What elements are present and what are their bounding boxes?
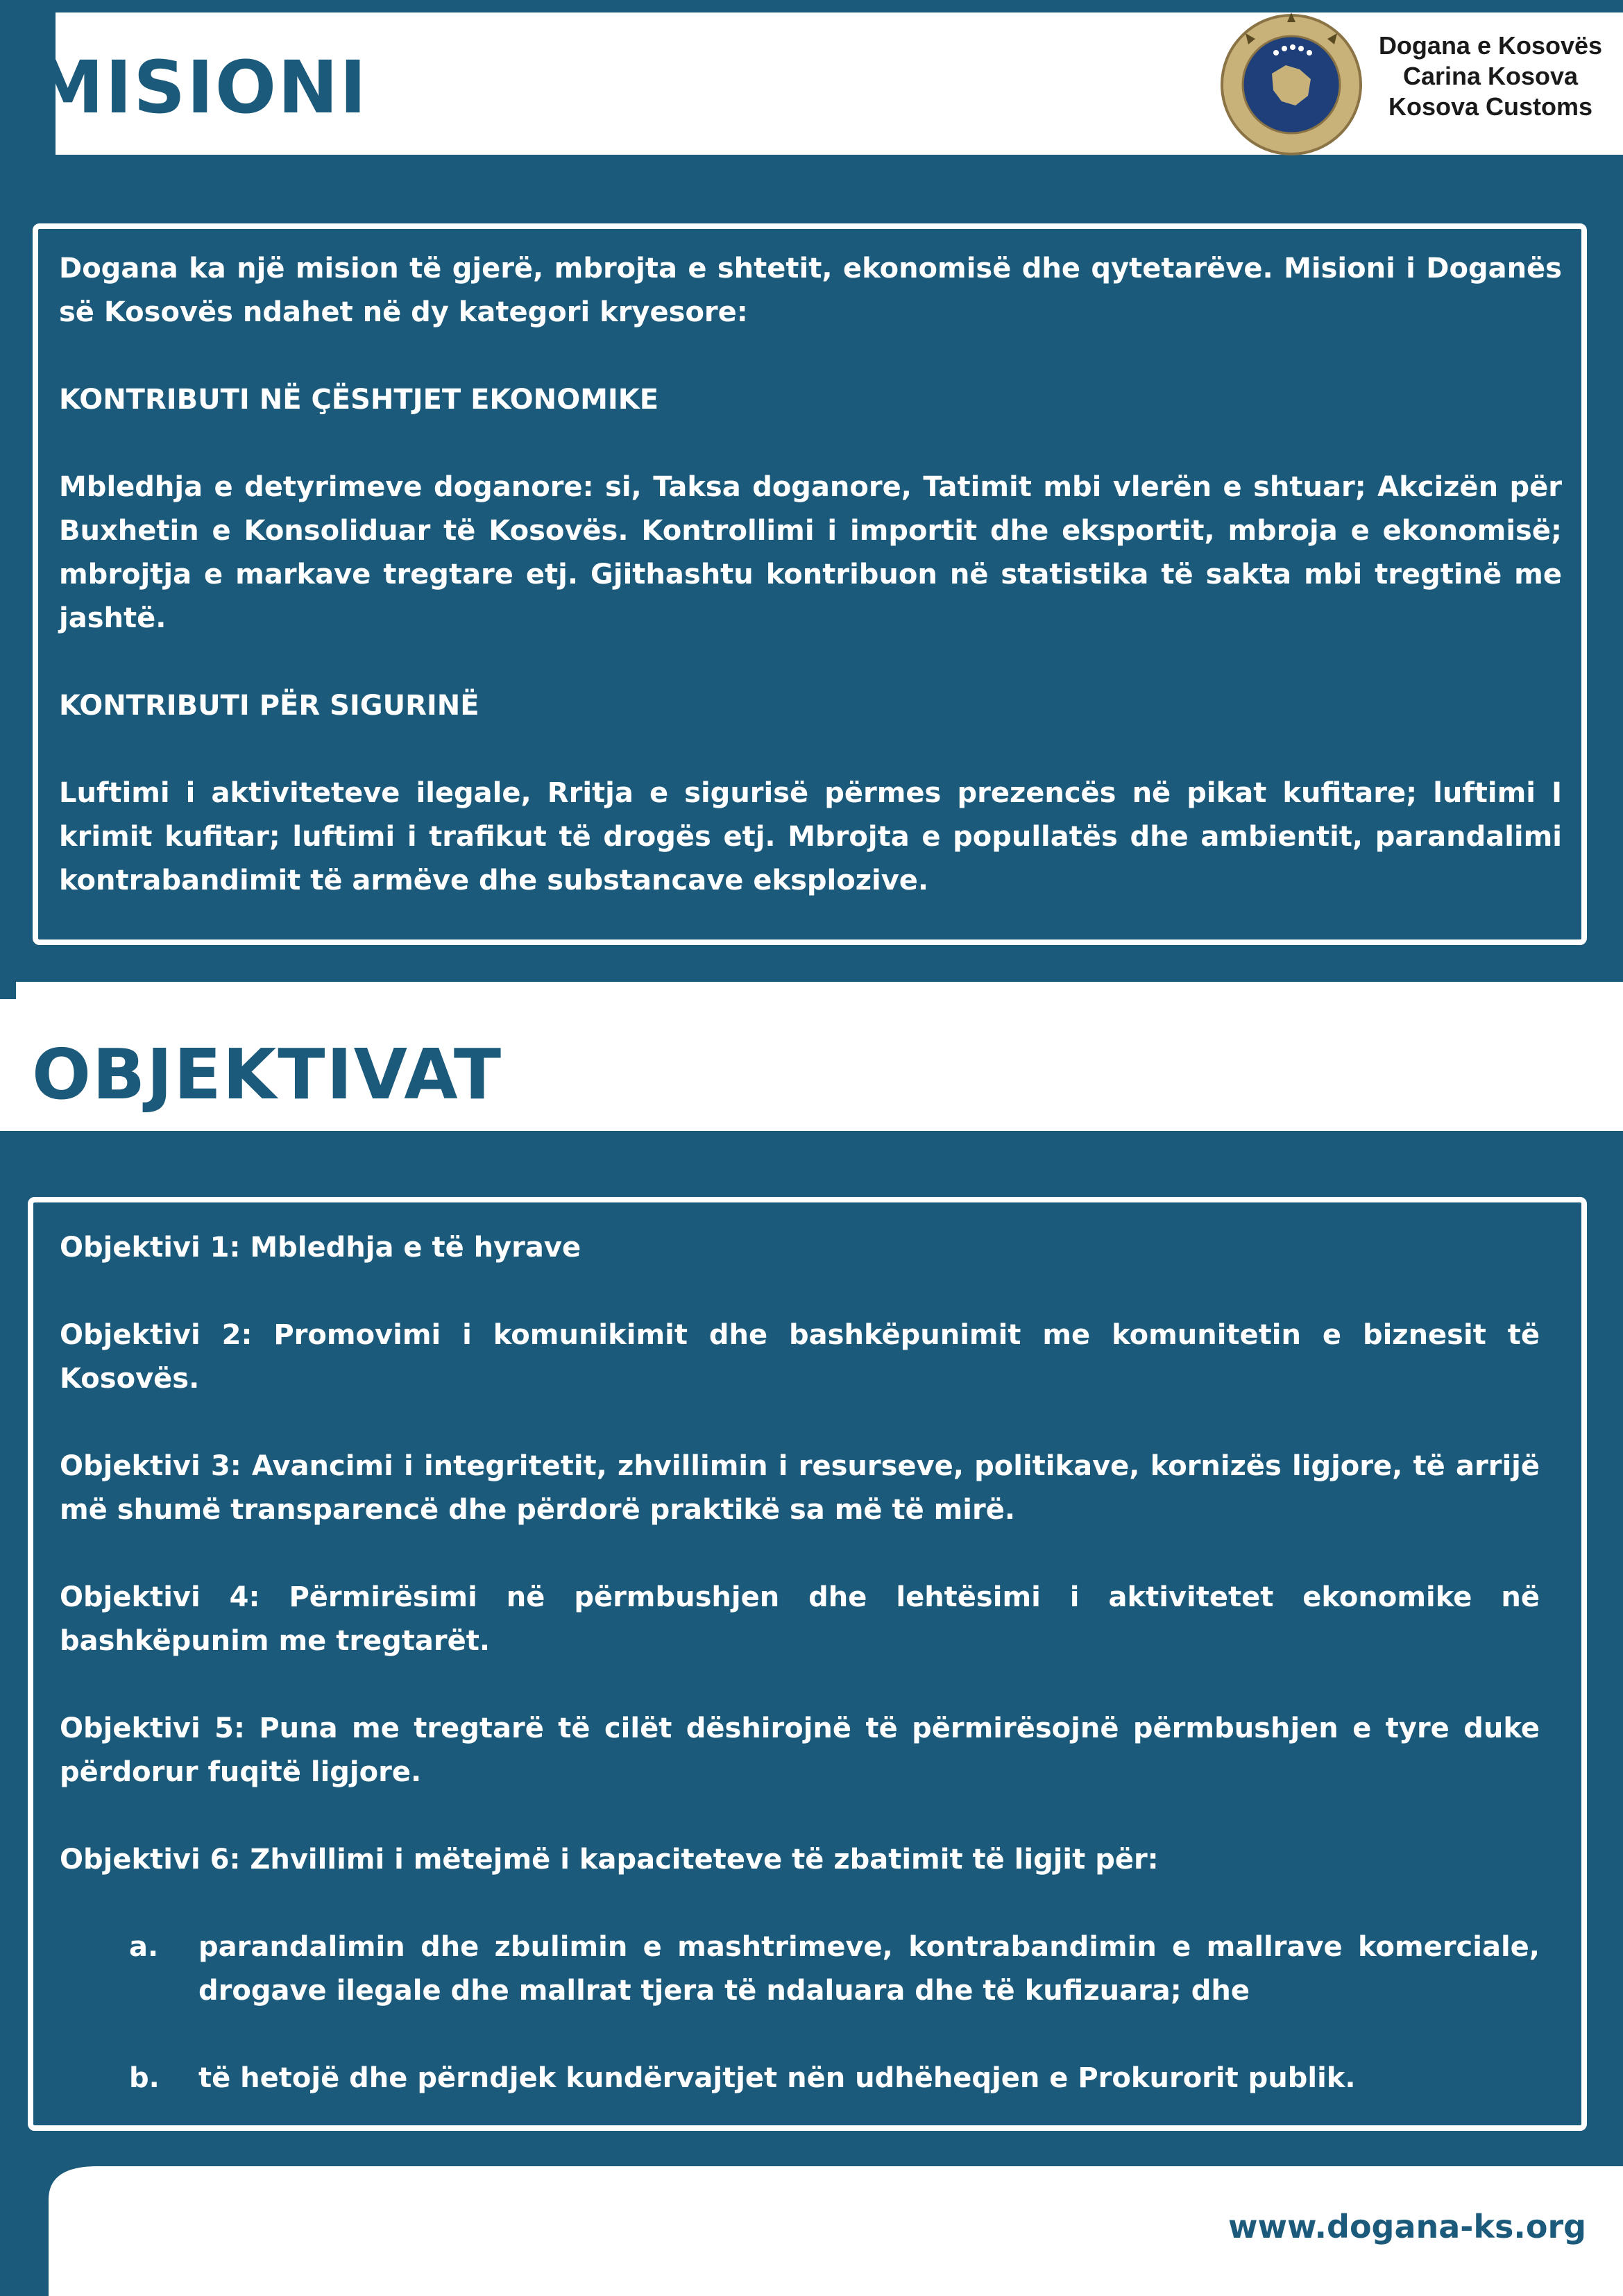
- logo-line-3: Kosova Customs: [1388, 92, 1593, 121]
- mission-intro: Dogana ka një mision të gjerë, mbrojta e shtetit, ekonomisë dhe qytetarëve. Misioni i Doganës së Kosovës ndahet në dy kategori kryesore:: [59, 253, 1562, 328]
- objectives-title: OBJEKTIVAT: [32, 1034, 503, 1115]
- sub-item-text: parandalimin dhe zbulimin e mashtrimeve, kontrabandimin e mallrave komerciale, drogave ilegale dhe mallrat tjera të ndaluara dhe të kufizuara; dhe: [198, 1931, 1540, 2007]
- logo-text-block: [1366, 31, 1615, 122]
- economic-heading: KONTRIBUTI NË ÇËSHTJET EKONOMIKE: [59, 384, 659, 416]
- economic-text: Mbledhja e detyrimeve doganore: si, Taksa doganore, Tatimit mbi vlerën e shtuar; Akcizën për Buxhetin e Konsoliduar të Kosovës. Kontrollimi i importit dhe eksportit, mbroja e ekonomisë; mbrojtja e markave tregtare etj. Gjithashtu kontribuon në statistika të sakta mbi tregtinë me jashtë.: [59, 471, 1562, 634]
- objective-6-sub-a: [60, 1925, 1540, 2013]
- website-link[interactable]: www.dogana-ks.org: [1228, 2208, 1587, 2245]
- sub-item-text: të hetojë dhe përndjek kundërvajtjet nën udhëheqjen e Prokurorit publik.: [198, 2062, 1356, 2094]
- objective-6-sub-b: [60, 2057, 1540, 2100]
- logo-line-1: Dogana e Kosovës: [1378, 31, 1603, 60]
- objective-4: Objektivi 4: Përmirësimi në përmbushjen dhe lehtësimi i aktivitetet ekonomike në bashkëpunim me tregtarët.: [60, 1581, 1540, 1657]
- objective-5: Objektivi 5: Puna me tregtarë të cilët dëshirojnë të përmirësojnë përmbushjen e tyre duke përdorur fuqitë ligjore.: [60, 1712, 1540, 1788]
- objective-3: Objektivi 3: Avancimi i integritetit, zhvillimin i resurseve, politikave, kornizës ligjore, të arrijë më shumë transparencë dhe përdorë praktikë sa më të mirë.: [60, 1450, 1540, 1526]
- sub-item-letter: a.: [129, 1931, 159, 1963]
- security-heading: KONTRIBUTI PËR SIGURINË: [59, 690, 479, 722]
- logo-line-2: Carina Kosova: [1402, 62, 1579, 90]
- security-text: Luftimi i aktiviteteve ilegale, Rritja e sigurisë përmes prezencës në pikat kufitare; luftimi I krimit kufitar; luftimi i trafikut të drogës etj. Mbrojta e popullatës dhe ambientit, parandalimi kontrabandimit të armëve dhe substancave eksplozive.: [59, 777, 1562, 896]
- objective-6: Objektivi 6: Zhvillimi i mëtejmë i kapaciteteve të zbatimit të ligjit për:: [60, 1844, 1159, 1876]
- mission-text-box: [33, 223, 1587, 945]
- objective-1: Objektivi 1: Mbledhja e të hyrave: [60, 1232, 581, 1264]
- objective-2: Objektivi 2: Promovimi i komunikimit dhe bashkëpunimit me komunitetin e biznesit të Kosovës.: [60, 1319, 1540, 1395]
- sub-item-letter: b.: [129, 2062, 160, 2094]
- mission-title: MISIONI: [32, 45, 368, 130]
- objectives-text-box: [28, 1197, 1587, 2131]
- customs-seal-logo: [1218, 10, 1365, 157]
